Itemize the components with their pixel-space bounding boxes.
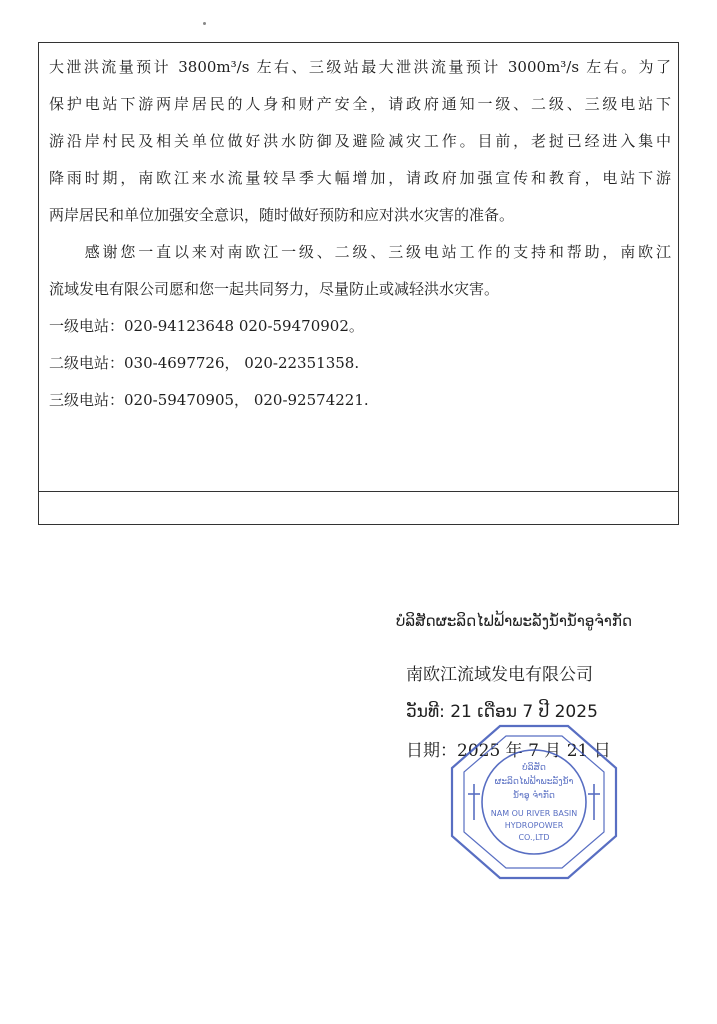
scan-speck [203,22,206,25]
paragraph-flood-warning [49,49,671,234]
company-name-cn: 南欧江流域发电有限公司 [406,665,593,685]
paragraph-thanks [49,234,671,308]
text-line: 两岸居民和单位加强安全意识，随时做好预防和应对洪水灾害的准备。 [49,206,515,224]
stamp-line: HYDROPOWER [504,821,564,830]
date-cn: 日期：2025 年 7 月 21 日 [406,741,611,761]
date-lao: ວັນທີ: 21 ເດືອນ 7 ປີ 2025 [406,702,598,722]
stamp-line: ຜະລິດໄຟຟ້າພະລັງນ້ຳ [494,777,574,787]
text-line: 游沿岸村民及相关单位做好洪水防御及避险减灾工作。目前，老挝已经进入集中 [49,132,671,150]
contact-station-1: 一级电站：020-94123648 020-59470902。 [49,317,364,335]
stamp-line: ບໍລິສັດ [522,763,546,773]
text-line: 降雨时期，南欧江来水流量较旱季大幅增加，请政府加强宣传和教育，电站下游 [49,169,671,187]
text-line: 流域发电有限公司愿和您一起共同努力，尽量防止或减轻洪水灾害。 [49,280,500,298]
company-name-lao: ບໍລິສັດຜະລິດໄຟຟ້າພະລັງນ້ຳນ້ຳອູຈຳກັດ [396,612,632,630]
stamp-line: NAM OU RIVER BASIN [490,809,578,818]
stamp-line: ນ້ຳອູ ຈຳກັດ [513,791,555,801]
content-frame [38,42,679,525]
contact-station-3: 三级电站：020-59470905， 020-92574221. [49,391,369,409]
contact-station-2: 二级电站：030-4697726， 020-22351358. [49,354,360,372]
text-line: 大泄洪流量预计 3800m³/s 左右、三级站最大泄洪流量预计 3000m³/s 左右。为了 [49,58,671,76]
company-seal-stamp [448,722,620,882]
letter-body [49,49,671,419]
text-line: 感谢您一直以来对南欧江一级、二级、三级电站工作的支持和帮助，南欧江 [49,243,671,261]
stamp-line: CO.,LTD [518,833,550,842]
frame-divider [39,491,678,492]
text-line: 保护电站下游两岸居民的人身和财产安全，请政府通知一级、二级、三级电站下 [49,95,671,113]
